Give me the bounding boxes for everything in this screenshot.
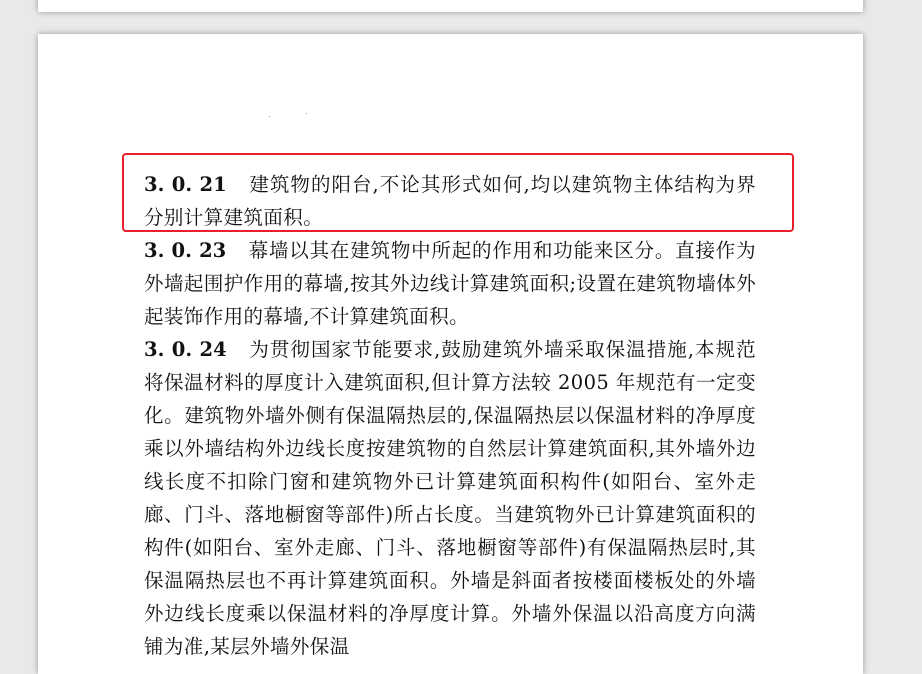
clause-text: 为贯彻国家节能要求,鼓励建筑外墙采取保温措施,本规范将保温材料的厚度计入建筑面积,但计算方法较 2005 年规范有一定变化。建筑物外墙外侧有保温隔热层的,保温隔热层以保温材料的净厚度乘以外墙结构外边线长度按建筑物的自然层计算建筑面积,其外墙外边线长度不扣除门窗和建筑物外已计算建筑面积构件(如阳台、室外走廊、门斗、落地橱窗等部件)所占长度。当建筑物外已计算建筑面积的构件(如阳台、室外走廊、门斗、落地橱窗等部件)有保温隔热层时,其保温隔热层也不再计算建筑面积。外墙是斜面者按楼面楼板处的外墙外边线长度乘以保温材料的净厚度计算。外墙外保温以沿高度方向满铺为准,某层外墙外保温 — [144, 338, 756, 658]
clause-number: 3. 0. 23 — [144, 239, 227, 262]
scan-speck — [306, 113, 307, 114]
previous-page — [38, 0, 863, 12]
clause-number: 3. 0. 21 — [144, 173, 227, 196]
document-text — [144, 168, 756, 663]
scan-speck — [269, 116, 270, 117]
clause-3-0-23 — [144, 234, 756, 333]
clause-3-0-21 — [144, 168, 756, 234]
clause-number: 3. 0. 24 — [144, 338, 227, 361]
clause-text: 建筑物的阳台,不论其形式如何,均以建筑物主体结构为界分别计算建筑面积。 — [144, 173, 756, 229]
clause-text: 幕墙以其在建筑物中所起的作用和功能来区分。直接作为外墙起围护作用的幕墙,按其外边线计算建筑面积;设置在建筑物墙体外起装饰作用的幕墙,不计算建筑面积。 — [144, 239, 756, 328]
clause-3-0-24 — [144, 333, 756, 663]
